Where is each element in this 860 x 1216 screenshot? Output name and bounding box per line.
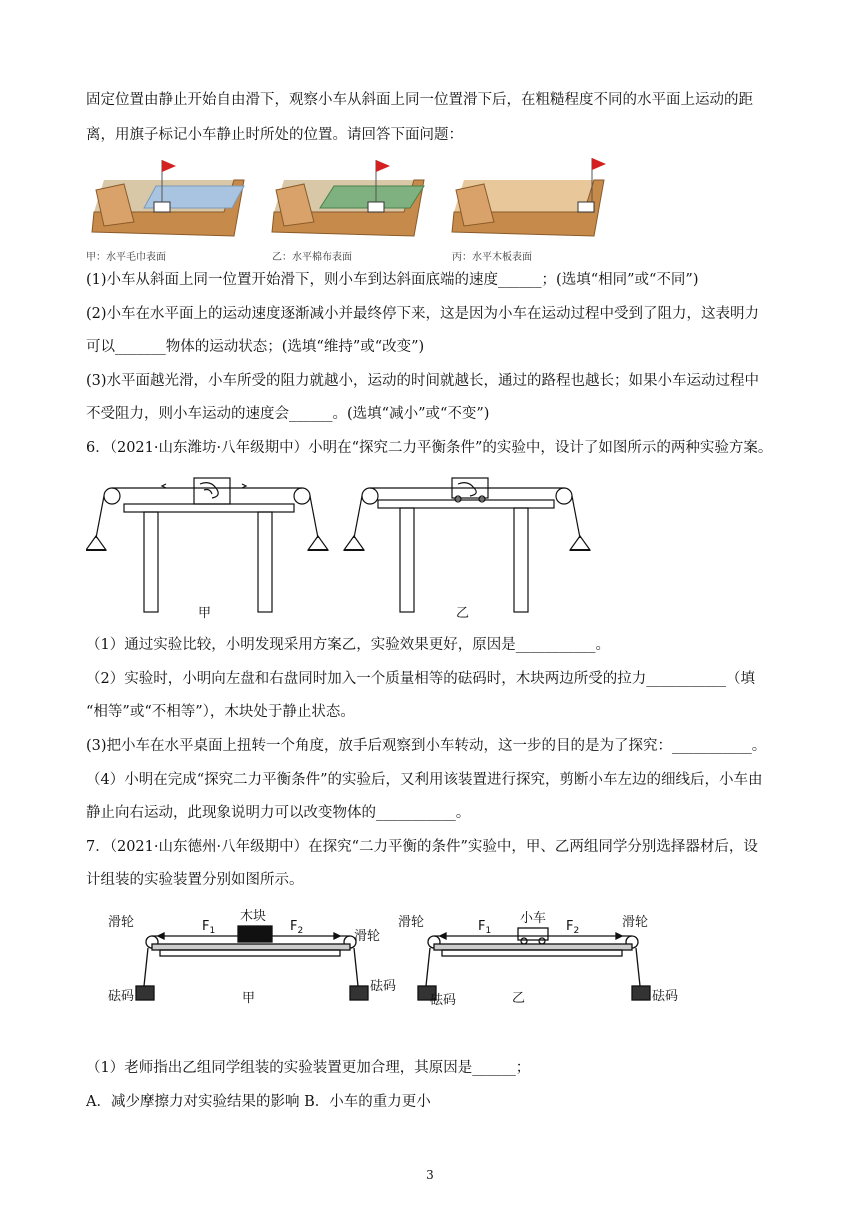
page-number: 3 (426, 1168, 434, 1182)
pulley-label-a-right: 滑轮 (354, 929, 381, 944)
q6-part-1: （1）通过实验比较，小明发现采用方案乙，实验效果更好，原因是___________。 (86, 637, 610, 653)
force-f2-a: $F_2$ (290, 919, 304, 936)
q5-part-3-line-2: 不受阻力，则小车运动的速度会______。(选填“减小”或“不变”) (86, 406, 490, 422)
q7-title-line-1: 7．（2021·山东德州·八年级期中）在探究“二力平衡的条件”实验中，甲、乙两组同学分别选择器材后，设 (86, 839, 758, 855)
force-f1-a: $F_1$ (202, 919, 216, 936)
q6-label-b: 乙 (456, 606, 470, 621)
q6-part-3: (3)把小车在水平桌面上扭转一个角度，放手后观察到小车转动，这一步的目的是为了探究：___________。 (86, 738, 767, 754)
q6-title: 6．（2021·山东潍坊·八年级期中）小明在“探究二力平衡条件”的实验中，设计了如图所示的两种实验方案。 (86, 440, 773, 456)
force-f2-b: $F_2$ (566, 919, 580, 936)
ramp-panel-cloth (272, 160, 424, 236)
pulley-label-a-left: 滑轮 (108, 915, 135, 930)
weight-label-b-right: 砝码 (652, 989, 679, 1004)
q7-part-1: （1）老师指出乙组同学组装的实验装置更加合理，其原因是______； (86, 1060, 531, 1076)
weight-label-a-left: 砝码 (108, 989, 135, 1004)
setup-label-b: 乙 (512, 991, 526, 1006)
intro-line-1: 固定位置由静止开始自由滑下，观察小车从斜面上同一位置滑下后，在粗糙程度不同的水平面上运动的距 (86, 92, 753, 108)
q5-part-1: (1)小车从斜面上同一位置开始滑下，则小车到达斜面底端的速度______；(选填“相同”或“不同”) (86, 272, 699, 288)
q6-part-4-line-2: 静止向右运动，此现象说明力可以改变物体的___________。 (86, 805, 471, 821)
q7-options: A．减少摩擦力对实验结果的影响 B．小车的重力更小 (86, 1094, 431, 1110)
force-f1-b: $F_1$ (478, 919, 492, 936)
q6-label-a: 甲 (198, 606, 212, 621)
intro-line-2: 离，用旗子标记小车静止时所处的位置。请回答下面问题： (86, 127, 463, 143)
table-b (344, 478, 590, 612)
q5-part-3-line-1: (3)水平面越光滑，小车所受的阻力就越小，运动的时间就越长，通过的路程也越长；如果小车运动过程中 (86, 373, 760, 389)
pulley-label-b-left: 滑轮 (398, 915, 425, 930)
figure-balance-tables (86, 474, 596, 624)
q5-part-2-line-1: (2)小车在水平面上的运动速度逐渐减小并最终停下来，这是因为小车在运动过程中受到了阻力，这表明力 (86, 306, 760, 322)
q6-part-2-line-1: （2）实验时，小明向左盘和右盘同时加入一个质量相等的砝码时，木块两边所受的拉力___________（填 (86, 671, 755, 687)
pulley-label-b-right: 滑轮 (622, 915, 649, 930)
figure-pulley-setups (108, 904, 688, 1024)
block-label: 木块 (240, 909, 267, 924)
caption-towel: 甲：水平毛巾表面 (86, 252, 166, 263)
ramp-panel-towel (92, 160, 244, 236)
figure-ramps (84, 150, 624, 268)
setup-a (136, 926, 368, 1000)
setup-b (418, 928, 650, 1000)
q7-title-line-2: 计组装的实验装置分别如图所示。 (86, 872, 304, 888)
cart-label: 小车 (520, 911, 547, 926)
q5-part-2-line-2: 可以_______物体的运动状态；(选填“维持”或“改变”) (86, 339, 425, 355)
setup-label-a: 甲 (242, 991, 256, 1006)
weight-label-a-right: 砝码 (370, 979, 397, 994)
ramp-panel-wood (452, 158, 606, 236)
caption-wood: 丙：水平木板表面 (452, 252, 532, 263)
q6-part-2-line-2: “相等”或“不相等”），木块处于静止状态。 (86, 704, 355, 720)
caption-cloth: 乙：水平棉布表面 (272, 252, 352, 263)
table-a (86, 478, 328, 612)
weight-label-b-left: 砝码 (430, 993, 457, 1008)
q6-part-4-line-1: （4）小明在完成“探究二力平衡条件”的实验后，又利用该装置进行探究，剪断小车左边的细线后，小车由 (86, 772, 763, 788)
